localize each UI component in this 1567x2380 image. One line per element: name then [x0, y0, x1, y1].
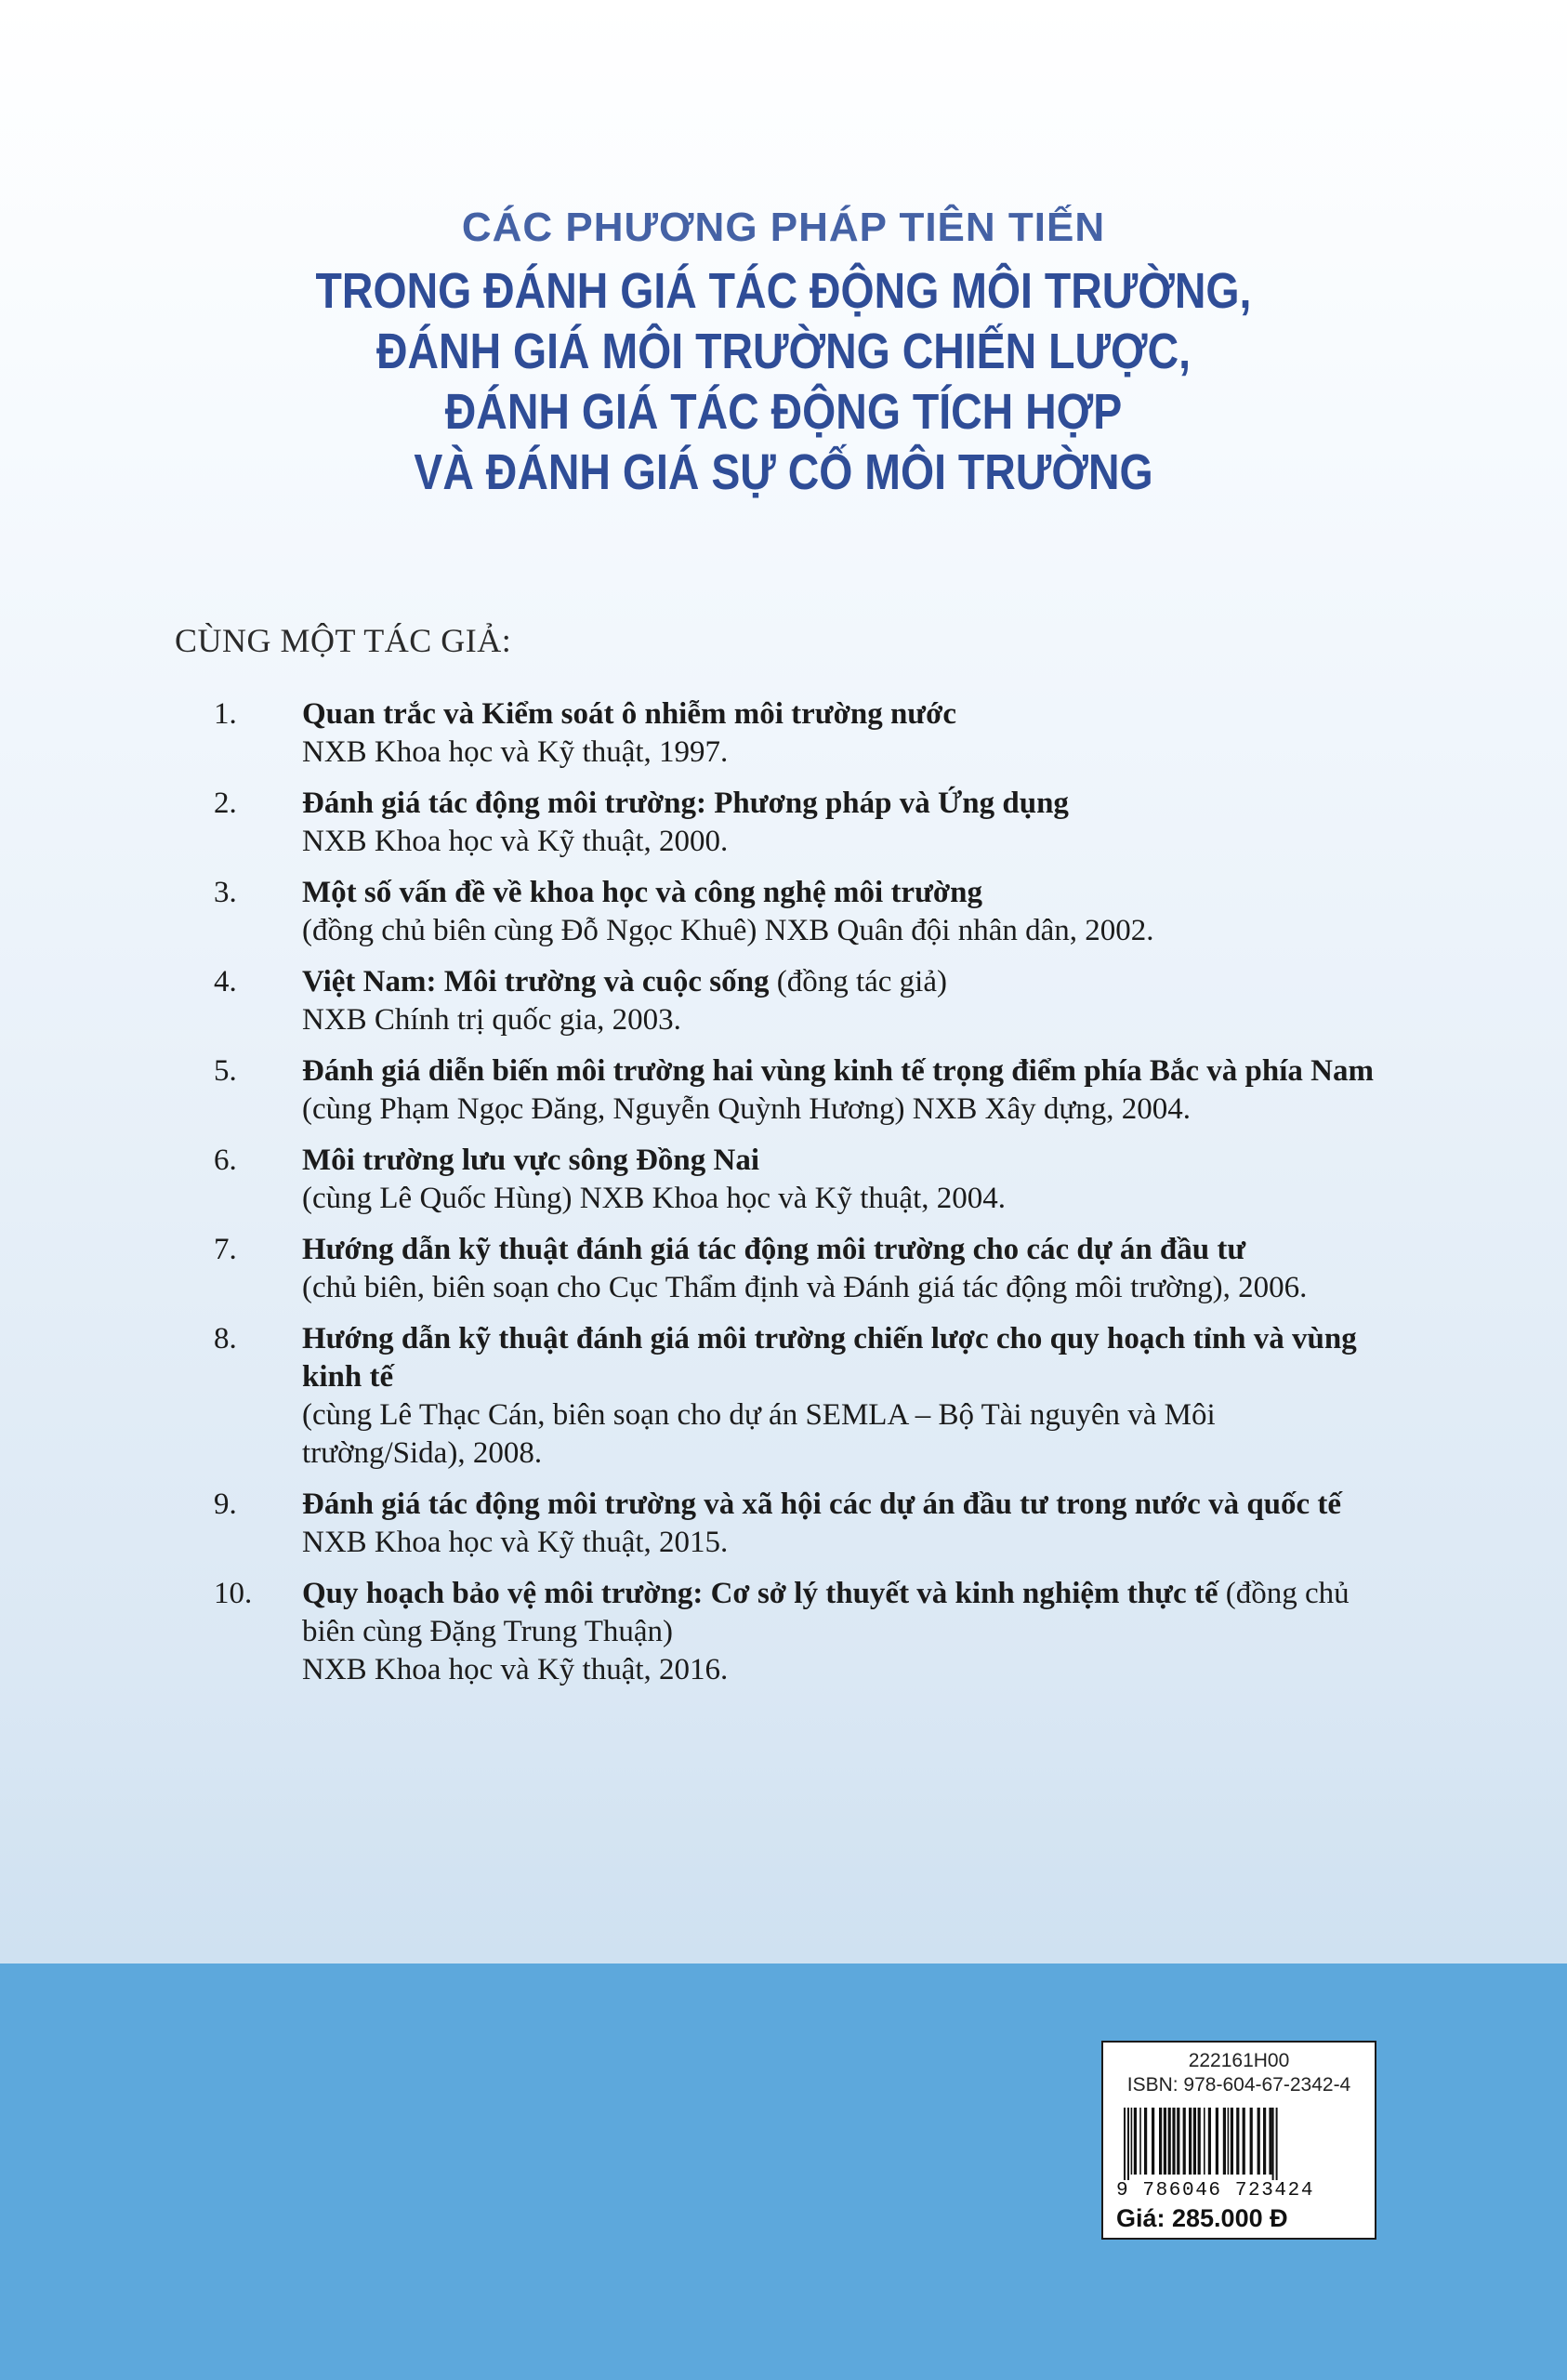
work-title: Quan trắc và Kiểm soát ô nhiễm môi trường nước — [302, 697, 957, 731]
work-item — [214, 1486, 1376, 1562]
title-block — [0, 200, 1567, 503]
work-title: Việt Nam: Môi trường và cuộc sống — [302, 965, 770, 998]
work-number: 3. — [214, 876, 237, 909]
work-note: (đồng tác giả) — [769, 965, 947, 998]
work-item — [214, 874, 1376, 950]
work-publisher: NXB Chính trị quốc gia, 2003. — [302, 1003, 681, 1037]
price-label: Giá: 285.000 Đ — [1116, 2204, 1288, 2232]
work-item — [214, 963, 1376, 1039]
work-publisher: NXB Khoa học và Kỹ thuật, 2015. — [302, 1526, 729, 1559]
work-number: 9. — [214, 1488, 237, 1521]
work-number: 10. — [214, 1577, 253, 1610]
book-title-line-2: ĐÁNH GIÁ MÔI TRƯỜNG CHIẾN LƯỢC, — [375, 324, 1192, 379]
barcode-digits: 9 786046 723424 — [1116, 2180, 1315, 2202]
work-note: (đồng chủ biên cùng Đặng Trung Thuận) — [302, 1577, 1350, 1648]
work-number: 5. — [214, 1054, 237, 1088]
work-number: 8. — [214, 1322, 237, 1355]
work-number: 2. — [214, 787, 237, 820]
work-publisher: (cùng Phạm Ngọc Đăng, Nguyễn Quỳnh Hương) NXB Xây dựng, 2004. — [302, 1092, 1192, 1126]
work-item — [214, 695, 1376, 772]
same-author-heading: CÙNG MỘT TÁC GIẢ: — [175, 622, 512, 659]
book-subtitle: CÁC PHƯƠNG PHÁP TIÊN TIẾN — [461, 205, 1106, 250]
work-publisher: (chủ biên, biên soạn cho Cục Thẩm định và Đánh giá tác động môi trường), 2006. — [302, 1271, 1308, 1304]
work-item — [214, 1320, 1376, 1473]
work-item — [214, 1231, 1376, 1307]
work-publisher: NXB Khoa học và Kỹ thuật, 2000. — [302, 825, 729, 858]
barcode-label — [1101, 2041, 1376, 2240]
work-publisher: NXB Khoa học và Kỹ thuật, 1997. — [302, 735, 729, 769]
work-title: Hướng dẫn kỹ thuật đánh giá môi trường chiến lược cho quy hoạch tỉnh và vùng kinh tế — [302, 1322, 1357, 1394]
barcode-image — [1122, 2108, 1356, 2180]
book-title-line-4: VÀ ĐÁNH GIÁ SỰ CỐ MÔI TRƯỜNG — [414, 444, 1153, 500]
work-number: 7. — [214, 1233, 237, 1266]
work-item — [214, 785, 1376, 861]
work-title: Một số vấn đề về khoa học và công nghệ môi trường — [302, 876, 983, 909]
work-number: 6. — [214, 1144, 237, 1177]
work-title: Quy hoạch bảo vệ môi trường: Cơ sở lý thuyết và kinh nghiệm thực tế — [302, 1577, 1218, 1610]
work-item — [214, 1575, 1376, 1689]
works-list — [214, 695, 1376, 1702]
work-item — [214, 1052, 1376, 1129]
book-title-line-1: TRONG ĐÁNH GIÁ TÁC ĐỘNG MÔI TRƯỜNG, — [315, 263, 1252, 319]
work-title: Đánh giá diễn biến môi trường hai vùng kinh tế trọng điểm phía Bắc và phía Nam — [302, 1054, 1374, 1088]
work-title: Hướng dẫn kỹ thuật đánh giá tác động môi trường cho các dự án đầu tư — [302, 1233, 1246, 1266]
book-title-line-3: ĐÁNH GIÁ TÁC ĐỘNG TÍCH HỢP — [444, 384, 1123, 440]
work-publisher: (đồng chủ biên cùng Đỗ Ngọc Khuê) NXB Quân đội nhân dân, 2002. — [302, 914, 1154, 947]
work-title: Đánh giá tác động môi trường: Phương pháp và Ứng dụng — [302, 787, 1069, 820]
work-item — [214, 1142, 1376, 1218]
work-publisher: (cùng Lê Quốc Hùng) NXB Khoa học và Kỹ thuật, 2004. — [302, 1182, 1007, 1215]
work-publisher: (cùng Lê Thạc Cán, biên soạn cho dự án SEMLA – Bộ Tài nguyên và Môi trường/Sida), 2008. — [302, 1398, 1216, 1470]
publisher-code: 222161H00 — [1188, 2050, 1290, 2071]
work-title: Đánh giá tác động môi trường và xã hội các dự án đầu tư trong nước và quốc tế — [302, 1488, 1342, 1521]
work-publisher: NXB Khoa học và Kỹ thuật, 2016. — [302, 1653, 729, 1686]
work-number: 4. — [214, 965, 237, 998]
work-number: 1. — [214, 697, 237, 731]
work-title: Môi trường lưu vực sông Đồng Nai — [302, 1144, 760, 1177]
isbn-text: ISBN: 978-604-67-2342-4 — [1126, 2074, 1351, 2096]
